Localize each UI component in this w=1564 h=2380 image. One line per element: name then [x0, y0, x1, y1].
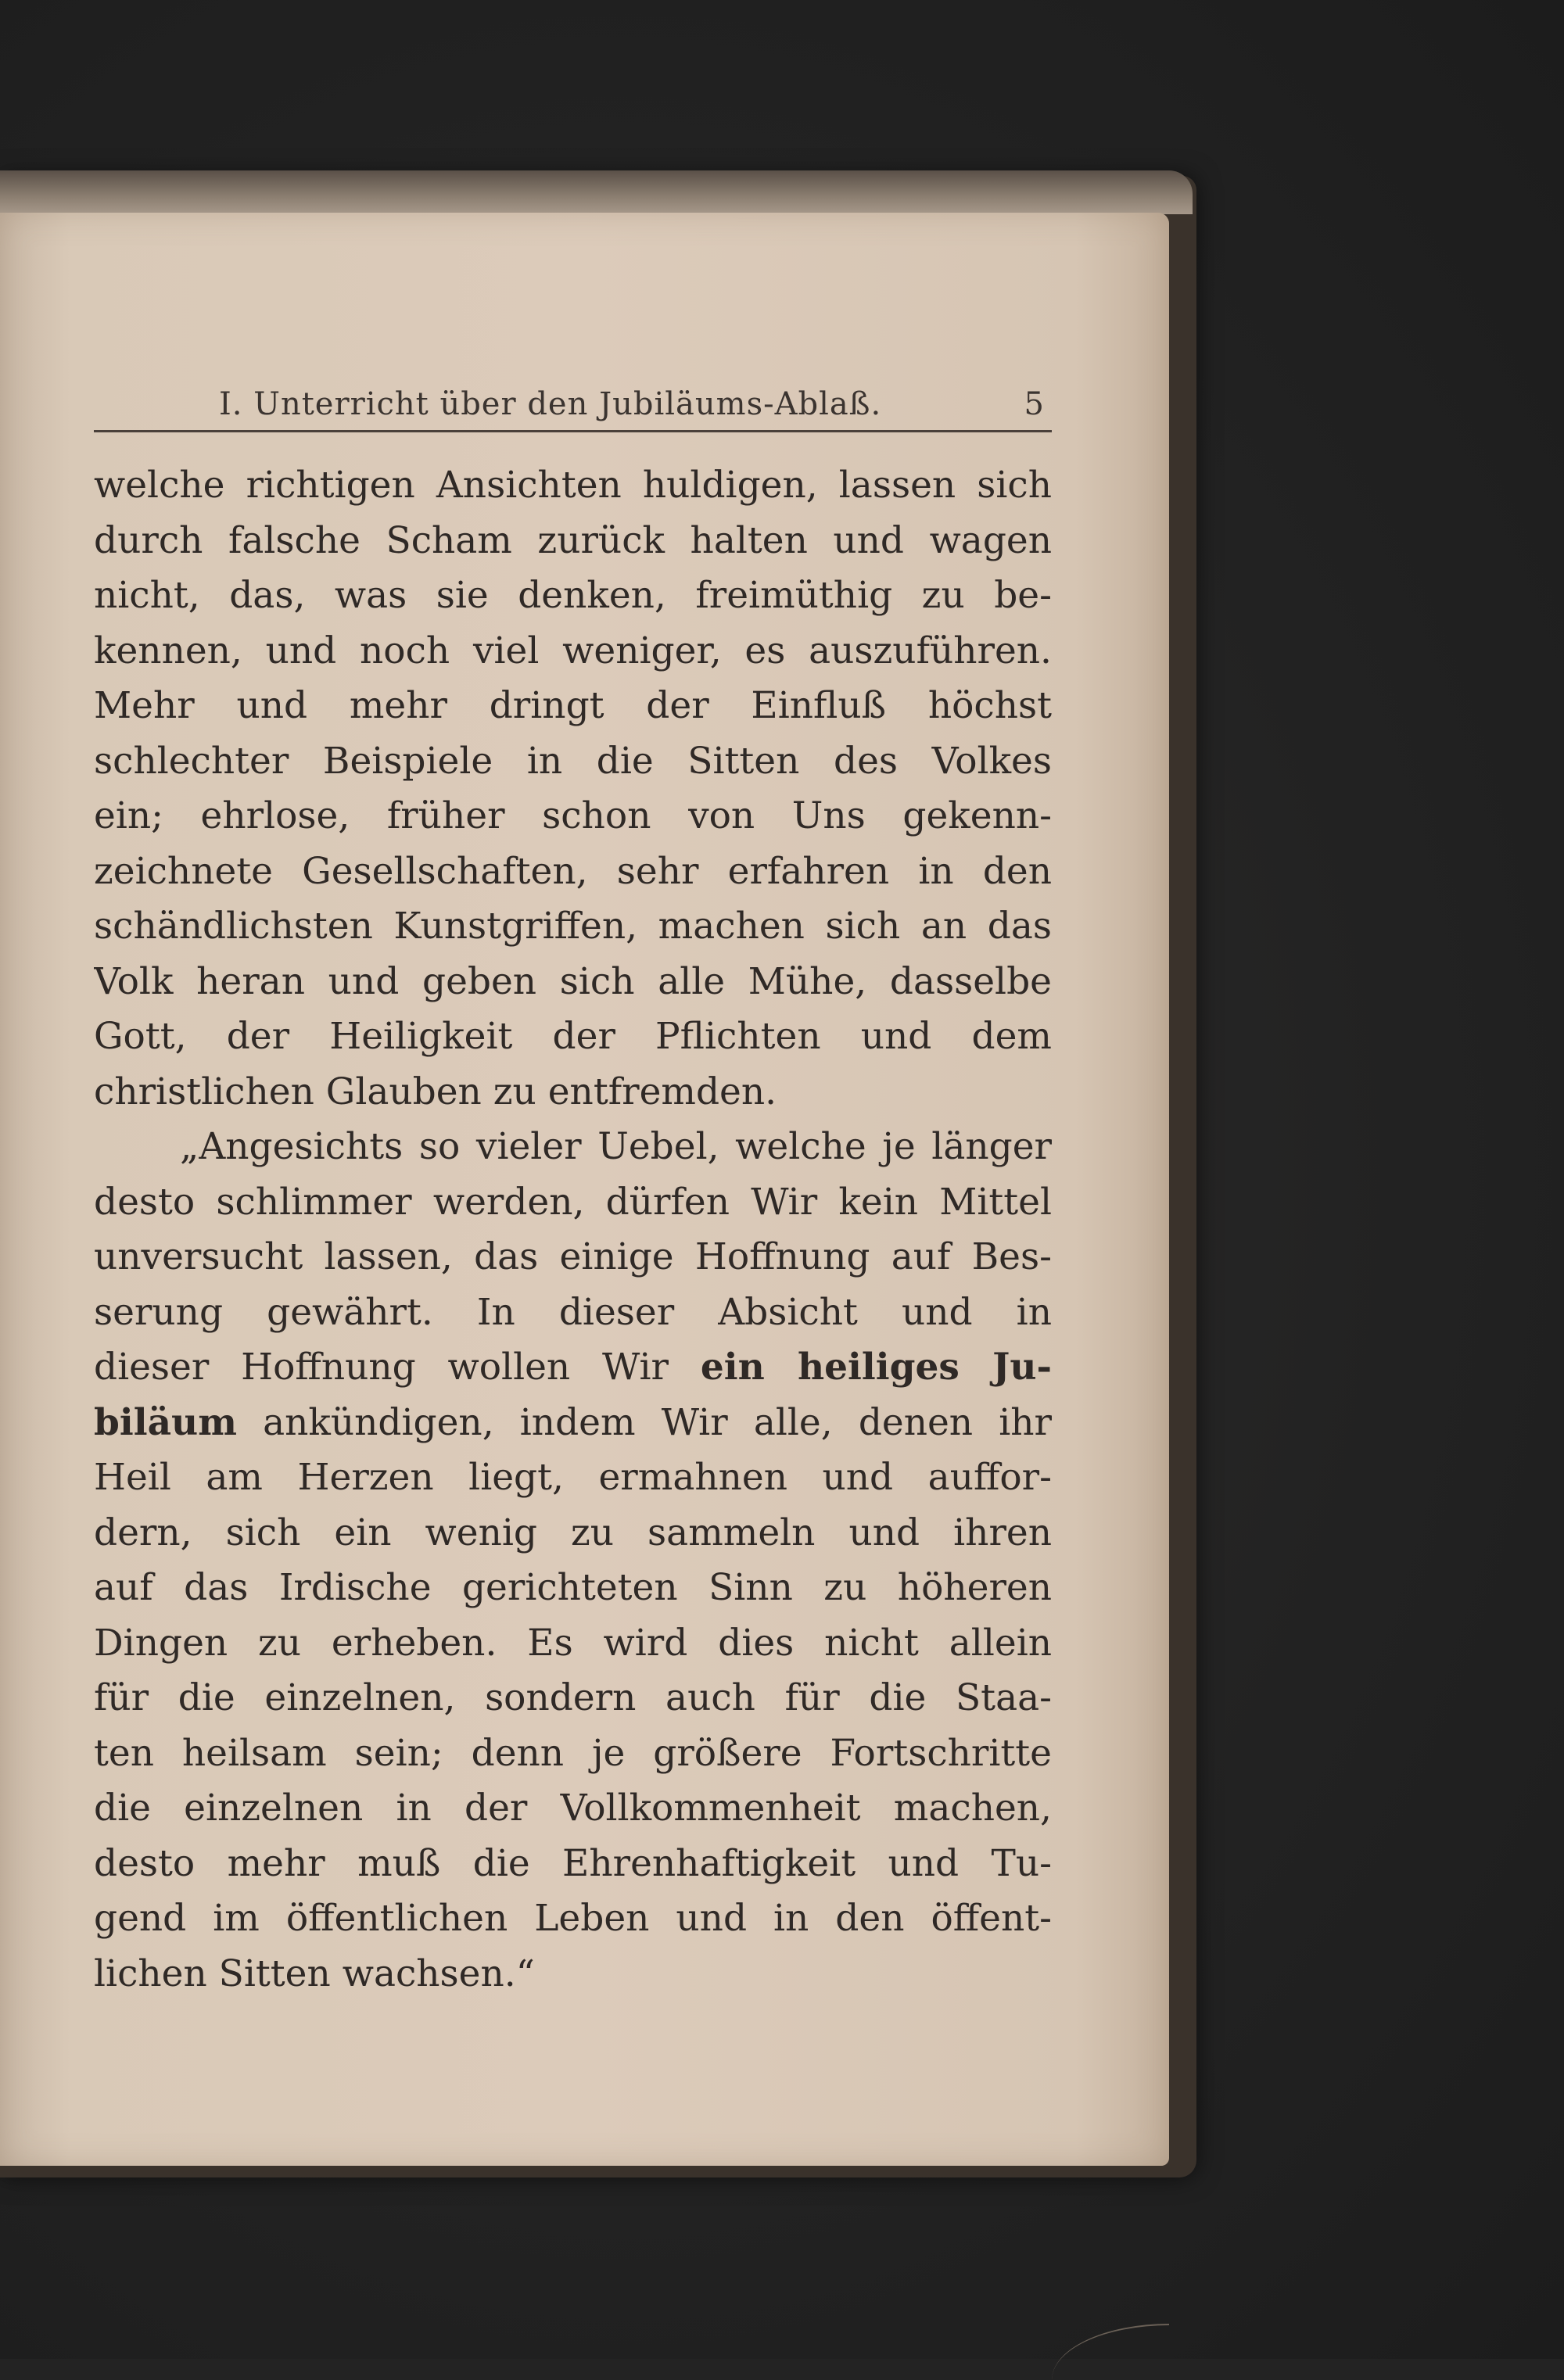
text-line: auf das Irdische gerichteten Sinn zu höheren — [94, 1566, 1052, 1609]
text-segment: dieser Hoffnung wollen Wir — [94, 1346, 701, 1389]
text-line — [94, 1340, 1052, 1396]
emphasis-text: biläum — [94, 1400, 237, 1444]
chapter-title: I. Unterricht über den Jubiläums-Ablaß. — [219, 386, 882, 422]
text-line — [94, 1396, 1052, 1451]
text-line: lichen Sitten wachsen.“ — [94, 1952, 535, 1995]
text-line: kennen, und noch viel weniger, es auszuführen. — [94, 629, 1052, 672]
text-line: die einzelnen in der Vollkommenheit machen, — [94, 1787, 1052, 1830]
text-line: Gott, der Heiligkeit der Pflichten und dem — [94, 1015, 1052, 1058]
text-line: durch falsche Scham zurück halten und wagen — [94, 518, 1052, 562]
text-line: desto mehr muß die Ehrenhaftigkeit und Tu- — [94, 1841, 1052, 1885]
text-segment: ankündigen, indem Wir alle, denen ihr — [236, 1400, 1052, 1444]
emphasis-text: ein heiliges Ju- — [700, 1346, 1052, 1389]
text-line: zeichnete Gesellschaften, sehr erfahren in den — [94, 849, 1052, 893]
text-line: „Angesichts so vieler Uebel, welche je länger — [180, 1125, 1052, 1168]
text-line: unversucht lassen, das einige Hoffnung auf Bes- — [94, 1235, 1052, 1278]
text-line: Heil am Herzen liegt, ermahnen und auffor- — [94, 1456, 1052, 1499]
text-line: Mehr und mehr dringt der Einfluß höchst — [94, 684, 1052, 727]
book-top-edge — [0, 170, 1193, 214]
text-line: schlechter Beispiele in die Sitten des Volkes — [94, 739, 1052, 783]
text-line: serung gewährt. In dieser Absicht und in — [94, 1290, 1052, 1334]
running-header — [94, 383, 1052, 432]
text-line: Volk heran und geben sich alle Mühe, dasselbe — [94, 959, 1052, 1003]
page-body — [94, 458, 1052, 2002]
text-line: dern, sich ein wenig zu sammeln und ihren — [94, 1511, 1052, 1554]
text-line: schändlichsten Kunstgriffen, machen sich an das — [94, 905, 1052, 948]
text-line: welche richtigen Ansichten huldigen, lassen sich — [94, 464, 1052, 507]
text-line: ten heilsam sein; denn je größere Fortschritte — [94, 1731, 1052, 1775]
text-line: nicht, das, was sie denken, freimüthig zu be- — [94, 574, 1052, 617]
text-line: für die einzelnen, sondern auch für die Staa- — [94, 1676, 1052, 1719]
text-line: christlichen Glauben zu entfremden. — [94, 1070, 777, 1113]
text-line: Dingen zu erheben. Es wird dies nicht allein — [94, 1621, 1052, 1665]
page-number: 5 — [1024, 386, 1044, 422]
text-line: desto schlimmer werden, dürfen Wir kein Mittel — [94, 1180, 1052, 1224]
text-line: gend im öffentlichen Leben und in den öffent- — [94, 1897, 1052, 1940]
text-line: ein; ehrlose, früher schon von Uns gekenn- — [94, 794, 1052, 837]
